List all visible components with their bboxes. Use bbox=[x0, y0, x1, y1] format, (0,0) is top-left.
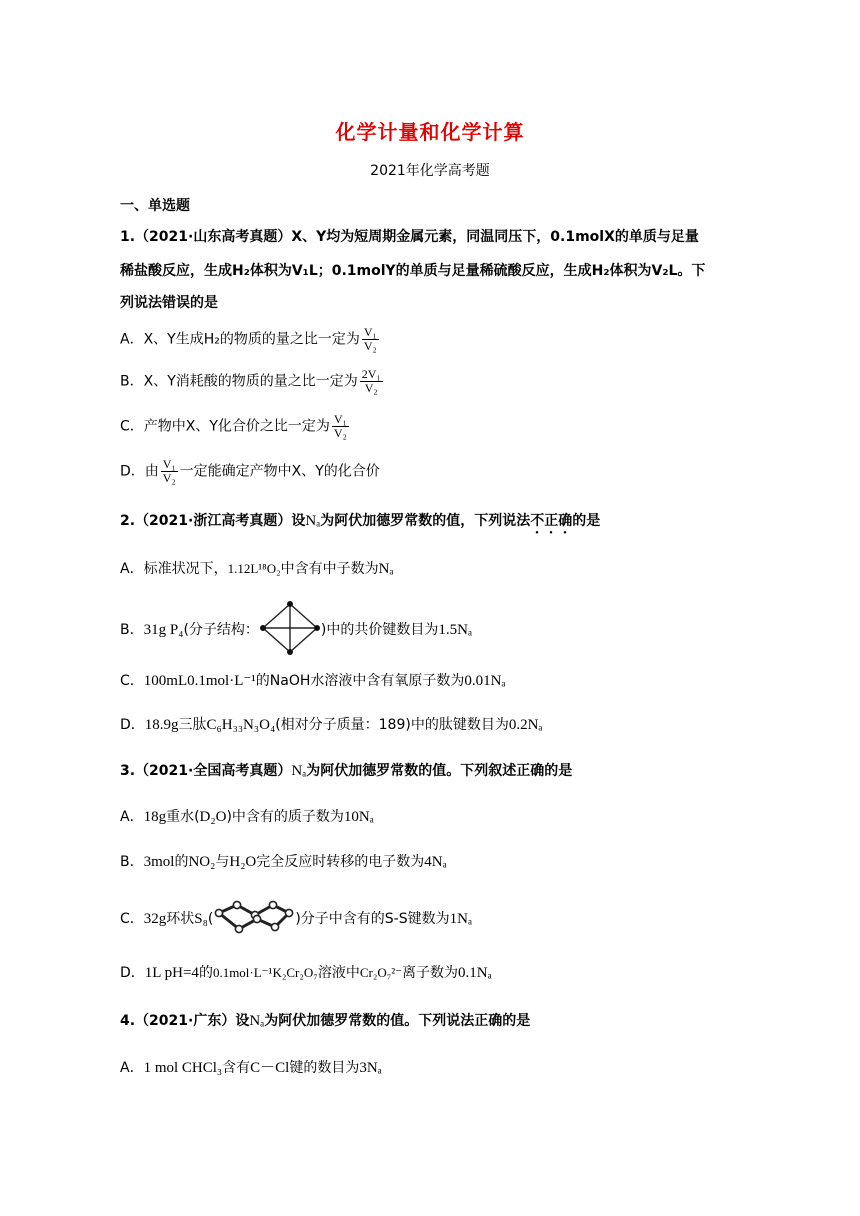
p4-tetrahedron-icon bbox=[259, 600, 321, 660]
fraction: $\frac{\text{2V₁}}{\text{V₂}}$ bbox=[361, 367, 381, 395]
q2-option-b: B．31g P₄(分子结构： )中的共价键数目为1.5Nₐ bbox=[120, 600, 472, 660]
q2-option-c: C．100mL0.1mol·L⁻¹的NaOH水溶液中含有氧原子数为0.01Nₐ bbox=[120, 673, 506, 689]
q1-option-c bbox=[120, 413, 351, 440]
page-subtitle: 2021年化学高考题 bbox=[370, 163, 490, 179]
s8-ring-icon bbox=[213, 897, 295, 941]
fraction: $\frac{\text{V₁}}{\text{V₂}}$ bbox=[333, 412, 347, 440]
q1-option-a-text: A．X、Y生成H₂的物质的量之比一定为 bbox=[120, 331, 360, 348]
q1-option-d: D．由 $\frac{\text{V₁}}{\text{V₂}}$ 一定能确定产物中X、Y的化合价 bbox=[120, 457, 380, 485]
fraction: $\frac{\text{V₁}}{\text{V₂}}$ bbox=[363, 325, 377, 353]
q2-option-a: A．标准状况下，1.12L¹⁸O₂中含有中子数为Nₐ bbox=[120, 561, 394, 577]
q4-stem: 4.（2021·广东）设Nₐ为阿伏加德罗常数的值。下列说法正确的是 bbox=[120, 1013, 531, 1029]
q4-option-a: A．1 mol CHCl₃含有C－Cl键的数目为3Nₐ bbox=[120, 1060, 382, 1076]
q3-option-b: B．3mol的NO₂与H₂O完全反应时转移的电子数为4Nₐ bbox=[120, 854, 447, 870]
q1-option-a bbox=[120, 326, 381, 353]
q2-stem: 2.（2021·浙江高考真题）设Nₐ为阿伏加德罗常数的值，下列说法不正确的是 bbox=[120, 513, 601, 529]
q3-option-d: D．1L pH=4的0.1mol·L⁻¹K₂Cr₂O₇溶液中Cr₂O₇²⁻离子数为0.1Nₐ bbox=[120, 965, 492, 981]
q1-stem-line1: 1.（2021·山东高考真题）X、Y均为短周期金属元素，同温同压下，0.1molX的单质与足量 bbox=[120, 229, 699, 245]
q3-option-a: A．18g重水(D₂O)中含有的质子数为10Nₐ bbox=[120, 809, 374, 825]
emphasis-text: 不正确 bbox=[530, 513, 573, 529]
q1-stem-line2: 稀盐酸反应，生成H₂体积为V₁L；0.1molY的单质与足量稀硫酸反应，生成H₂体积为V₂L。下 bbox=[120, 263, 706, 279]
q1-option-c-text: C．产物中X、Y化合价之比一定为 bbox=[120, 418, 330, 435]
q1-option-b-text: B．X、Y消耗酸的物质的量之比一定为 bbox=[120, 373, 358, 390]
q3-option-c: C．32g环状S₈( )分子中含有的S-S键数为1Nₐ bbox=[120, 897, 472, 941]
page-title: 化学计量和化学计算 bbox=[335, 120, 525, 144]
q1-option-b bbox=[120, 368, 385, 395]
section-heading: 一、单选题 bbox=[120, 198, 190, 214]
q1-stem-line3: 列说法错误的是 bbox=[120, 295, 218, 311]
q2-option-d: D．18.9g三肽C₆H₃₃N₃O₄(相对分子质量：189)中的肽键数目为0.2Nₐ bbox=[120, 717, 543, 733]
q3-stem: 3.（2021·全国高考真题）Nₐ为阿伏加德罗常数的值。下列叙述正确的是 bbox=[120, 763, 573, 779]
fraction: $\frac{\text{V₁}}{\text{V₂}}$ bbox=[162, 457, 176, 485]
